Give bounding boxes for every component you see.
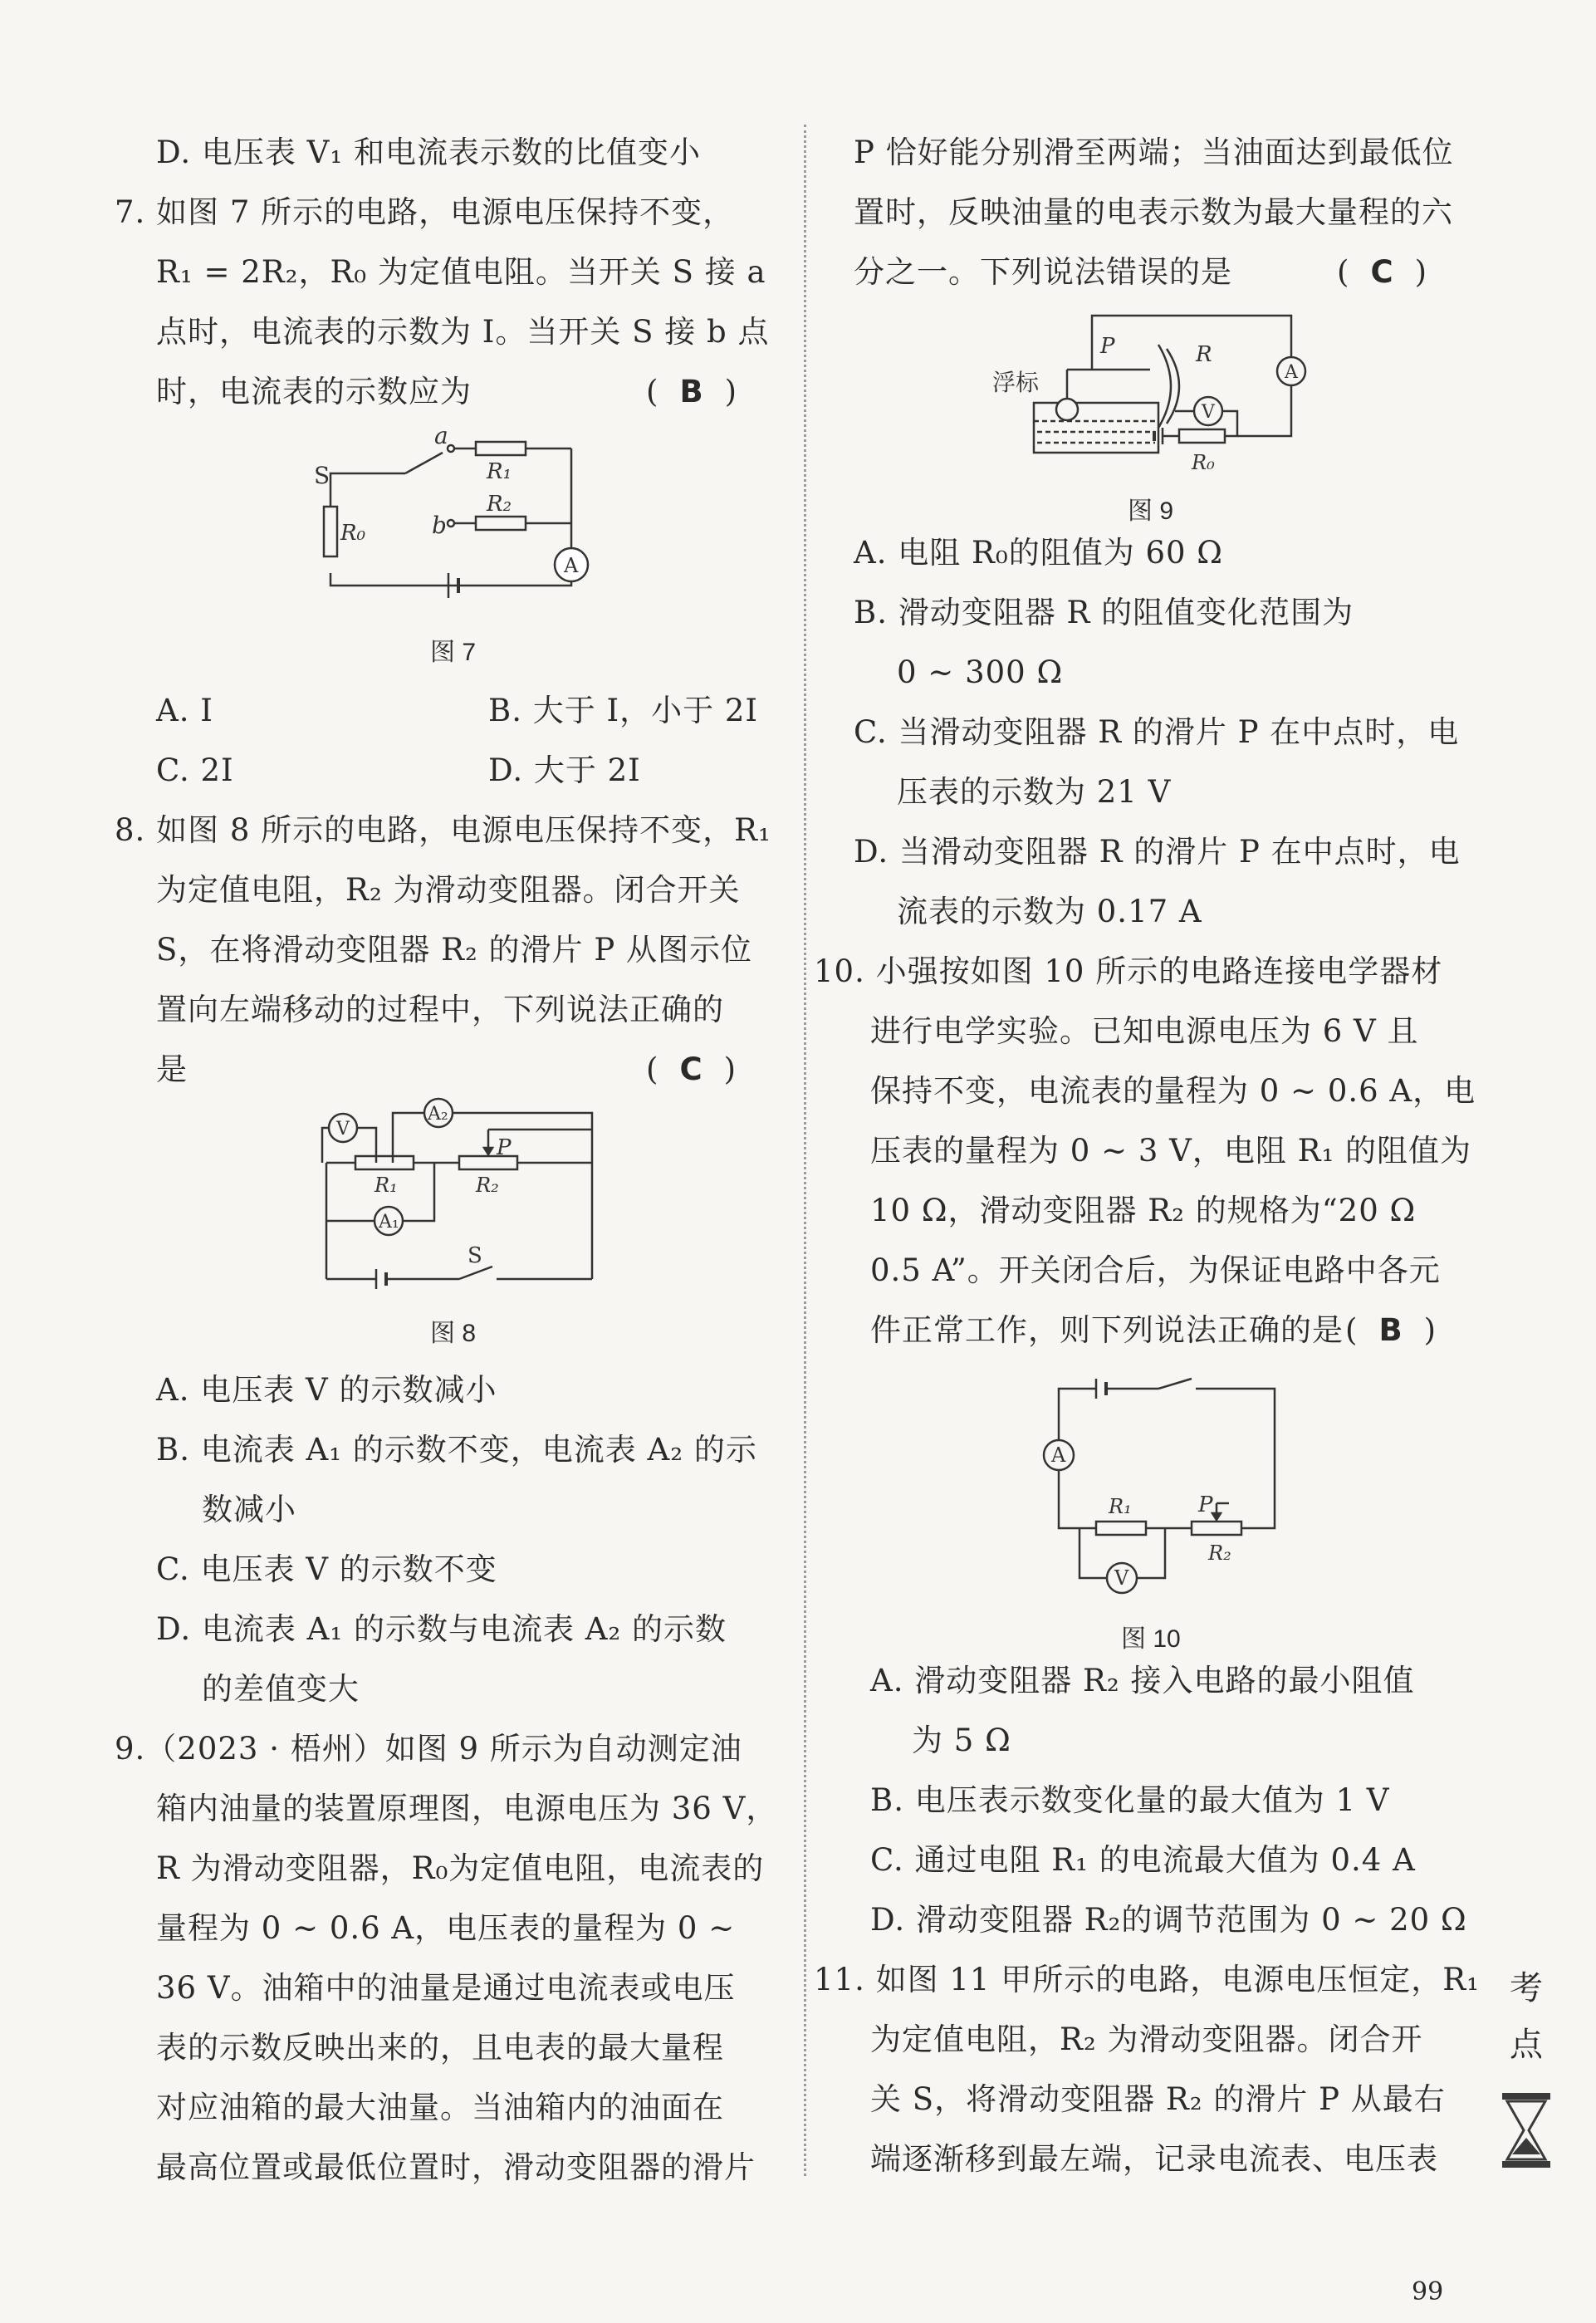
- q10-stem-line: 压表的量程为 0 ~ 3 V，电阻 R₁ 的阻值为: [870, 1133, 1472, 1169]
- fig7-label-a: a: [434, 422, 448, 449]
- q9-option-d: D. 当滑动变阻器 R 的滑片 P 在中点时，电: [854, 834, 1461, 870]
- q7-answer-letter: B: [679, 374, 703, 409]
- q9-stem-cont: P 恰好能分别滑至两端；当油面达到最低位: [854, 135, 1454, 170]
- q7-option-d: D. 大于 2I: [488, 752, 641, 788]
- figure-9: [992, 311, 1316, 486]
- q7-stem-line: 7. 如图 7 所示的电路，电源电压保持不变，: [115, 194, 735, 230]
- fig8-label-r2: R₂: [476, 1174, 499, 1197]
- q8-answer-letter: C: [679, 1051, 703, 1087]
- figure-10-caption: 图 10: [1121, 1625, 1181, 1653]
- q8-option-d-cont: 的差值变大: [202, 1671, 360, 1707]
- fig10-label-r2: R₂: [1208, 1541, 1231, 1565]
- q8-option-a: A. 电压表 V 的示数减小: [156, 1372, 497, 1408]
- q8-stem-line: 是: [156, 1051, 188, 1087]
- q10-stem-line: 10 Ω，滑动变阻器 R₂ 的规格为“20 Ω: [870, 1193, 1417, 1228]
- fig8-label-a2: A₂: [428, 1104, 448, 1125]
- fig8-label-s: S: [468, 1243, 482, 1268]
- q10-option-a-cont: 为 5 Ω: [912, 1723, 1011, 1758]
- q9-answer: ( C ): [1337, 254, 1427, 290]
- figure-8: [326, 1096, 592, 1287]
- q7-option-a: A. I: [156, 693, 213, 728]
- figure-10: [1051, 1379, 1283, 1595]
- fig7-ammeter-label: A: [564, 554, 579, 577]
- figure-7-caption: 图 7: [430, 639, 477, 666]
- fig8-label-a1: A₁: [379, 1212, 399, 1233]
- q10-option-b: B. 电压表示数变化量的最大值为 1 V: [870, 1782, 1390, 1818]
- q9-option-a: A. 电阻 R₀的阻值为 60 Ω: [854, 535, 1223, 571]
- q7-answer: ( B ): [646, 374, 737, 409]
- q10-option-d: D. 滑动变阻器 R₂的调节范围为 0 ~ 20 Ω: [870, 1902, 1467, 1938]
- q11-stem-line: 端逐渐移到最左端，记录电流表、电压表: [870, 2141, 1438, 2177]
- fig7-label-s: S: [314, 462, 330, 489]
- q8-answer: ( C ): [646, 1051, 737, 1087]
- fig7-label-r1: R₁: [487, 459, 512, 484]
- fig9-label-r: R: [1196, 342, 1212, 367]
- fig9-label-r0: R₀: [1192, 451, 1215, 474]
- q10-stem-line: 进行电学实验。已知电源电压为 6 V 且: [870, 1013, 1419, 1049]
- figure-9-caption: 图 9: [1128, 497, 1174, 525]
- q10-answer-letter: B: [1378, 1312, 1403, 1348]
- q7-option-b: B. 大于 I，小于 2I: [488, 693, 759, 728]
- fig10-voltmeter-label: V: [1114, 1566, 1129, 1590]
- q8-option-b-cont: 数减小: [202, 1492, 296, 1527]
- q9-stem-line: 最高位置或最低位置时，滑动变阻器的滑片: [156, 2149, 756, 2185]
- q8-stem-line: S，在将滑动变阻器 R₂ 的滑片 P 从图示位: [156, 932, 752, 968]
- q10-answer: ( B ): [1345, 1312, 1437, 1348]
- section-tab-char: 点: [1510, 2026, 1543, 2064]
- q9-stem-line: 9.（2023 · 梧州）如图 9 所示为自动测定油: [115, 1731, 742, 1767]
- q7-stem-line: R₁ = 2R₂，R₀ 为定值电阻。当开关 S 接 a: [156, 254, 766, 290]
- q11-stem-line: 关 S，将滑动变阻器 R₂ 的滑片 P 从最右: [870, 2081, 1446, 2117]
- q9-option-d-cont: 流表的示数为 0.17 A: [897, 894, 1202, 929]
- q7-stem-line: 时，电流表的示数应为: [156, 374, 472, 409]
- fig7-label-b: b: [432, 512, 447, 539]
- q7-stem-line: 点时，电流表的示数为 I。当开关 S 接 b 点: [156, 314, 770, 350]
- section-tab-char: 考: [1510, 1969, 1543, 2007]
- q9-stem-cont: 分之一。下列说法错误的是: [854, 254, 1232, 290]
- q11-stem-line: 为定值电阻，R₂ 为滑动变阻器。闭合开: [870, 2022, 1423, 2057]
- q10-option-c: C. 通过电阻 R₁ 的电流最大值为 0.4 A: [870, 1842, 1416, 1878]
- fig10-label-r1: R₁: [1109, 1495, 1132, 1518]
- fig9-label-p: P: [1100, 334, 1115, 359]
- q8-stem-line: 8. 如图 8 所示的电路，电源电压保持不变，R₁: [115, 812, 771, 848]
- q9-option-b-cont: 0 ~ 300 Ω: [897, 654, 1064, 690]
- q9-stem-line: 表的示数反映出来的，且电表的最大量程: [156, 2030, 724, 2066]
- q9-option-c: C. 当滑动变阻器 R 的滑片 P 在中点时，电: [854, 714, 1460, 750]
- section-tab: [1501, 1960, 1551, 2073]
- fig8-label-r1: R₁: [375, 1174, 398, 1197]
- q8-option-b: B. 电流表 A₁ 的示数不变，电流表 A₂ 的示: [156, 1432, 757, 1468]
- q8-option-c: C. 电压表 V 的示数不变: [156, 1551, 497, 1587]
- q9-option-b: B. 滑动变阻器 R 的阻值变化范围为: [854, 595, 1354, 630]
- q10-stem-line: 0.5 A”。开关闭合后，为保证电路中各元: [870, 1252, 1441, 1288]
- fig8-label-v: V: [336, 1119, 350, 1139]
- fig10-ammeter-label: A: [1051, 1443, 1066, 1467]
- figure-8-caption: 图 8: [430, 1320, 477, 1347]
- q9-stem-line: 对应油箱的最大油量。当油箱内的油面在: [156, 2090, 724, 2125]
- q10-stem-line: 保持不变，电流表的量程为 0 ~ 0.6 A，电: [870, 1073, 1476, 1109]
- q9-stem-line: R 为滑动变阻器，R₀为定值电阻，电流表的: [156, 1850, 765, 1886]
- hourglass-icon: [1499, 2093, 1554, 2171]
- q9-answer-letter: C: [1370, 254, 1393, 290]
- q10-stem-line: 件正常工作，则下列说法正确的是: [870, 1312, 1344, 1348]
- fig9-float-label: 浮标: [992, 369, 1040, 396]
- q9-option-c-cont: 压表的示数为 21 V: [897, 774, 1172, 810]
- fig7-label-r2: R₂: [487, 492, 512, 517]
- column-divider: [804, 125, 806, 2176]
- fig9-ammeter-label: A: [1285, 362, 1298, 383]
- q10-stem-line: 10. 小强按如图 10 所示的电路连接电学器材: [814, 953, 1443, 989]
- fig10-label-p: P: [1198, 1492, 1213, 1517]
- q10-option-a: A. 滑动变阻器 R₂ 接入电路的最小阻值: [870, 1663, 1415, 1698]
- figure-7: [306, 424, 679, 615]
- q8-stem-line: 置向左端移动的过程中，下列说法正确的: [156, 992, 724, 1027]
- q8-stem-line: 为定值电阻，R₂ 为滑动变阻器。闭合开关: [156, 872, 741, 908]
- q11-stem-line: 11. 如图 11 甲所示的电路，电源电压恒定，R₁: [814, 1962, 1480, 1997]
- q9-stem-cont: 置时，反映油量的电表示数为最大量程的六: [854, 194, 1453, 230]
- q7-option-c: C. 2I: [156, 752, 234, 788]
- fig8-label-p: P: [497, 1135, 512, 1160]
- q6-option-d: D. 电压表 V₁ 和电流表示数的比值变小: [156, 135, 701, 170]
- q9-stem-line: 量程为 0 ~ 0.6 A，电压表的量程为 0 ~: [156, 1910, 736, 1946]
- q9-stem-line: 36 V。油箱中的油量是通过电流表或电压: [156, 1970, 736, 2006]
- fig7-label-r0: R₀: [340, 521, 365, 546]
- q8-option-d: D. 电流表 A₁ 的示数与电流表 A₂ 的示数: [156, 1611, 727, 1647]
- page-number: 99: [1412, 2277, 1444, 2306]
- q9-stem-line: 箱内油量的装置原理图，电源电压为 36 V，: [156, 1791, 778, 1826]
- fig9-voltmeter-label: V: [1202, 402, 1215, 423]
